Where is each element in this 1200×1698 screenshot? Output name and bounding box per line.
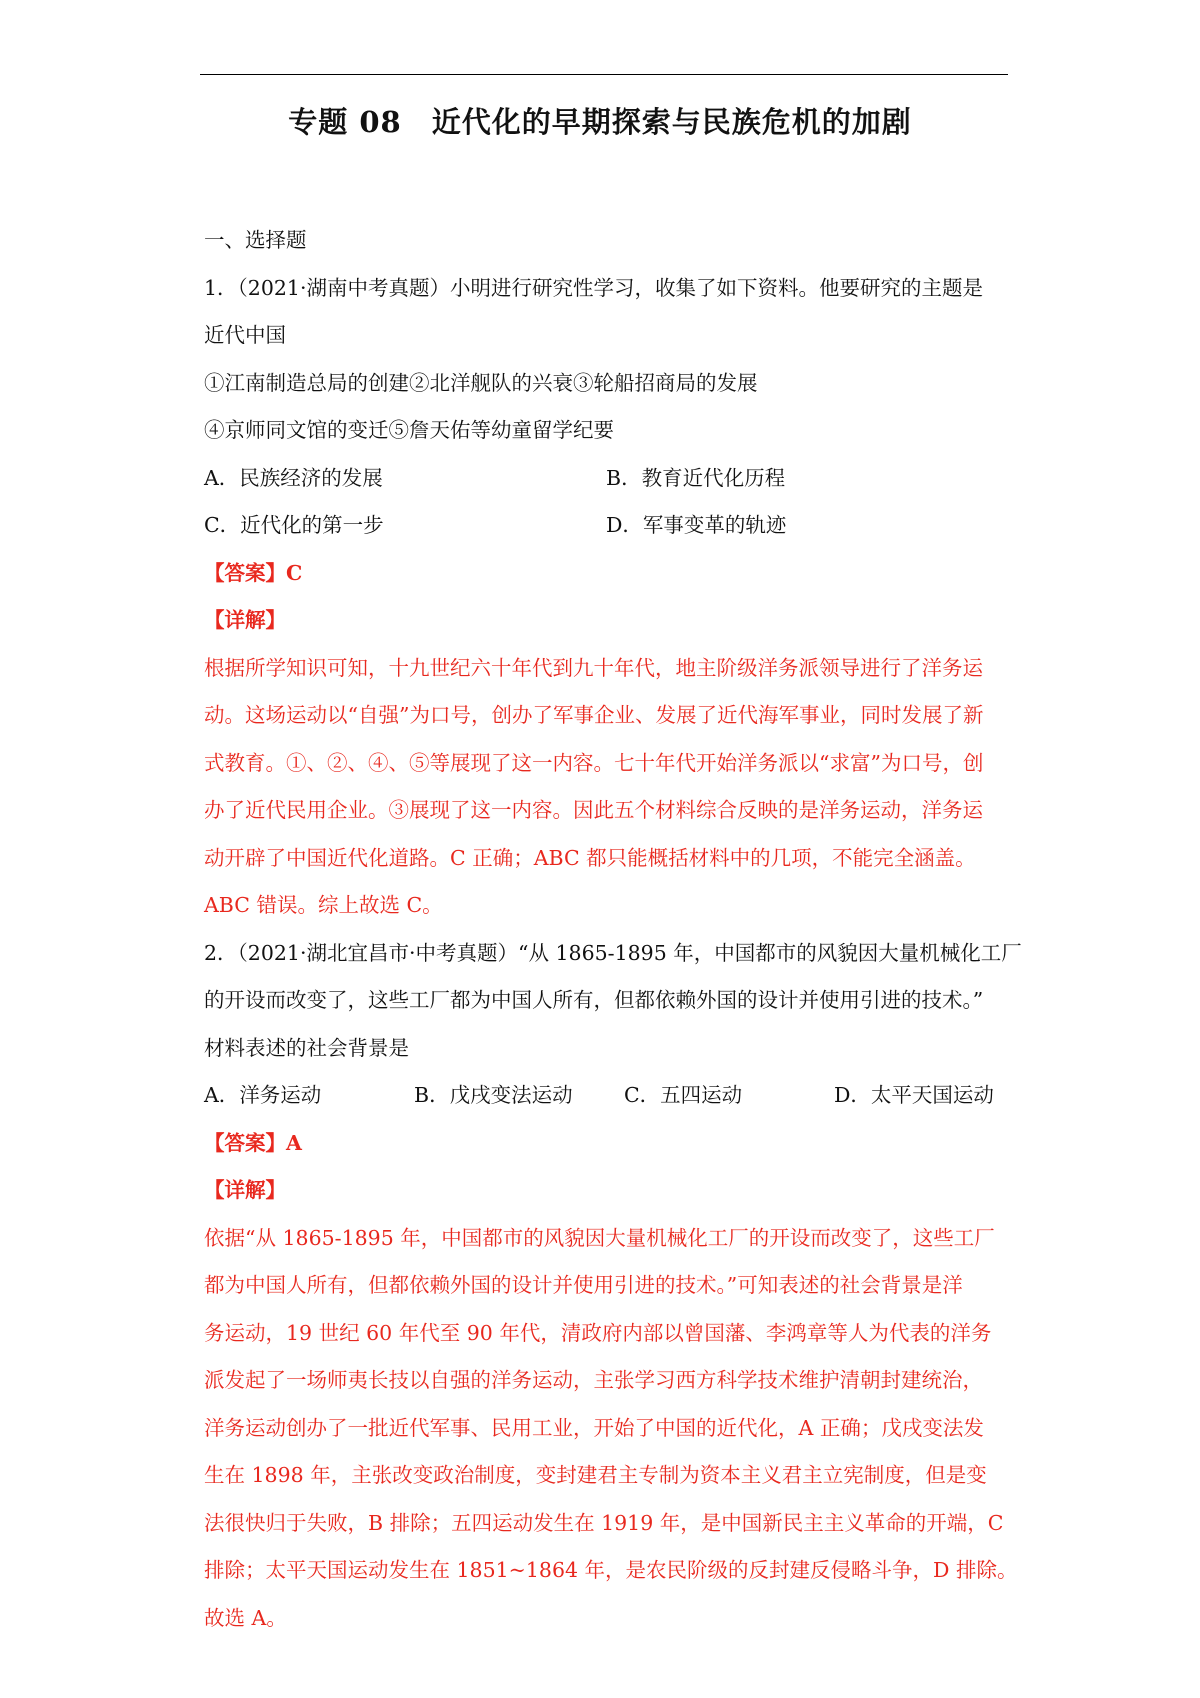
q2-stem-line: 的开设而改变了，这些工厂都为中国人所有，但都依赖外国的设计并使用引进的技术。” [204,988,984,1012]
q2-option-b: B．戊戌变法运动 [414,1083,573,1107]
explain-line: 办了近代民用企业。③展现了这一内容。因此五个材料综合反映的是洋务运动，洋务运 [204,798,983,822]
q1-explain-label: 【详解】 [204,608,286,632]
explain-line: 务运动，19 世纪 60 年代至 90 年代，清政府内部以曾国藩、李鸿章等人为代表的洋务 [204,1320,992,1345]
explain-line: 动。这场运动以“自强”为口号，创办了军事企业、发展了近代海军事业，同时发展了新 [204,703,984,727]
q1-explanation [204,645,1008,930]
q1-option-b: B．教育近代化历程 [606,465,786,490]
section-heading: 一、选择题 [204,228,307,252]
q2-stem-line: 材料表述的社会背景是 [204,1035,409,1060]
answer-label: 【答案】 [204,1130,286,1155]
q1-stem-line: ①江南制造总局的创建②北洋舰队的兴衰③轮船招商局的发展 [204,370,758,395]
q2-option-c: C．五四运动 [624,1083,743,1107]
q2-answer [204,1120,1008,1168]
q1-options-row [204,455,1008,503]
q1-option-a: A．民族经济的发展 [204,465,383,490]
q1-option-d: D．军事变革的轨迹 [606,513,787,537]
explain-line: 动开辟了中国近代化道路。C 正确；ABC 都只能概括材料中的几项，不能完全涵盖。 [204,845,976,870]
q1-options-row [204,502,1008,550]
q1-stem-line: 1．（2021·湖南中考真题）小明进行研究性学习，收集了如下资料。他要研究的主题是 [204,275,983,300]
q2-stem-line: 2．（2021·湖北宜昌市·中考真题）“从 1865-1895 年，中国都市的风貌因大量机械化工厂 [204,940,1022,965]
q2-explain-label: 【详解】 [204,1178,286,1202]
explain-line: 式教育。①、②、④、⑤等展现了这一内容。七十年代开始洋务派以“求富”为口号，创 [204,750,984,775]
q1-answer [204,550,1008,598]
answer-label: 【答案】 [204,560,286,585]
explain-line: ABC 错误。综上故选 C。 [204,893,443,917]
answer-value: C [286,560,303,585]
q1-stem-line: 近代中国 [204,323,286,347]
q1-option-c: C．近代化的第一步 [204,513,384,537]
explain-line: 都为中国人所有，但都依赖外国的设计并使用引进的技术。”可知表述的社会背景是洋 [204,1273,963,1297]
answer-value: A [286,1130,302,1155]
q2-options-row [204,1072,1008,1120]
document-body [204,217,1022,1642]
explain-line: 根据所学知识可知，十九世纪六十年代到九十年代，地主阶级洋务派领导进行了洋务运 [204,655,983,680]
q2-option-a: A．洋务运动 [204,1083,322,1107]
page-title: 专题 08 近代化的早期探索与民族危机的加剧 [288,105,912,139]
explain-line: 依据“从 1865-1895 年，中国都市的风貌因大量机械化工厂的开设而改变了，这些工厂 [204,1225,995,1250]
question-2 [204,930,1022,1643]
explain-line: 生在 1898 年，主张改变政治制度，变封建君主专制为资本主义君主立宪制度，但是变 [204,1463,987,1487]
explain-line: 故选 A。 [204,1605,287,1630]
q2-explanation [204,1215,1018,1643]
explain-line: 派发起了一场师夷长技以自强的洋务运动，主张学习西方科学技术维护清朝封建统治， [204,1368,983,1392]
header-rule [200,74,1008,75]
explain-line: 洋务运动创办了一批近代军事、民用工业，开始了中国的近代化，A 正确；戊戌变法发 [204,1415,984,1440]
q1-stem-line: ④京师同文馆的变迁⑤詹天佑等幼童留学纪要 [204,418,614,442]
explain-line: 排除；太平天国运动发生在 1851~1864 年，是农民阶级的反封建反侵略斗争，D 排除。 [204,1558,1018,1582]
question-1 [204,265,1008,930]
explain-line: 法很快归于失败，B 排除；五四运动发生在 1919 年，是中国新民主主义革命的开端，C [204,1510,1004,1535]
q2-option-d: D．太平天国运动 [834,1083,994,1107]
